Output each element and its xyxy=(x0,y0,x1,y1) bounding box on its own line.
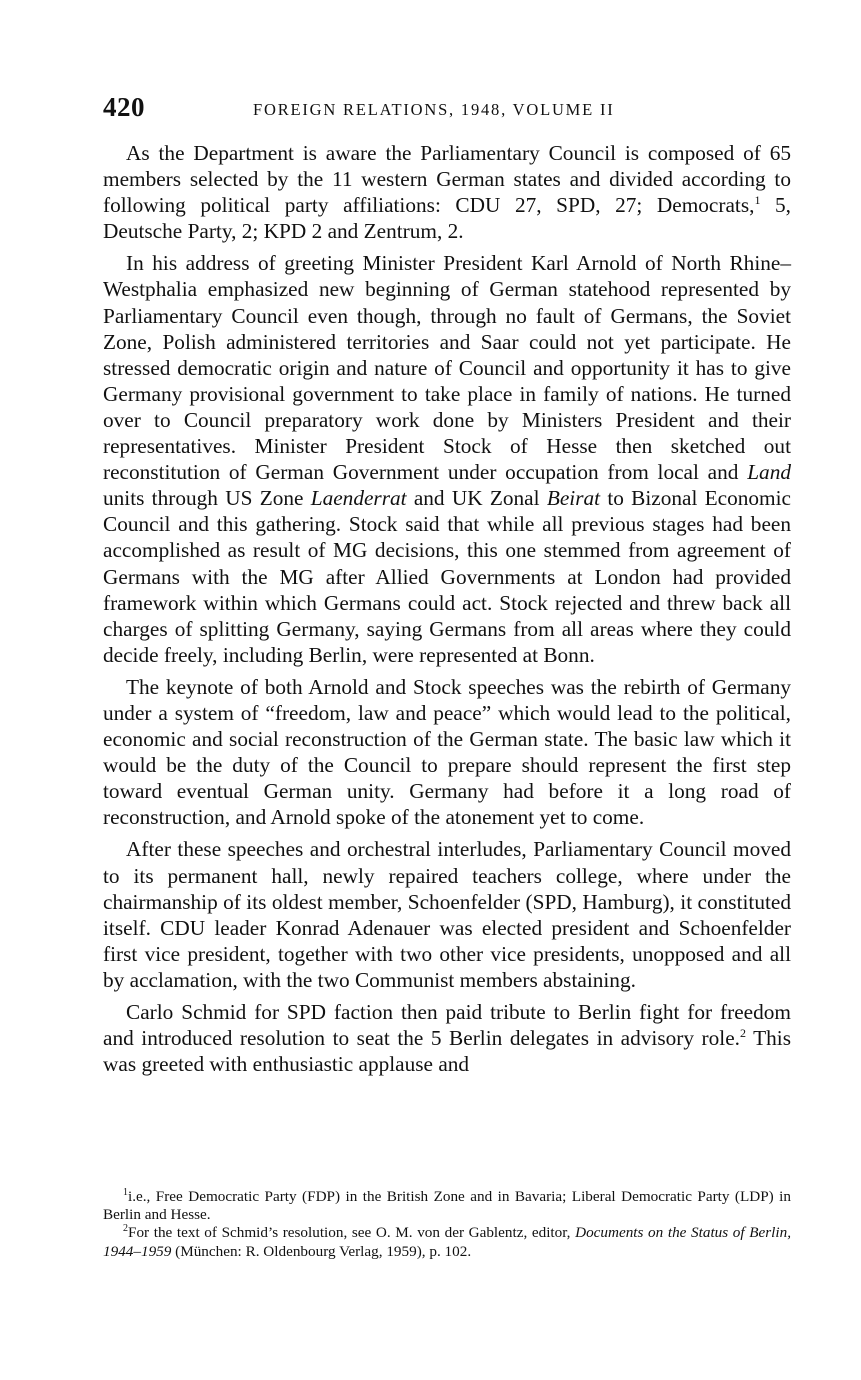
paragraph-3: The keynote of both Arnold and Stock speeches was the rebirth of Germany under a system of “freedom, law and peace” which would lead to the political, economic and social reconstruction of the German state. The basic law which it would be the duty of the Council to prepare should represent the first step toward eventual German unity. Germany had before it a long road of reconstruction, and Arnold spoke of the atonement yet to come. xyxy=(103,674,791,830)
footnote-ref-1: 1 xyxy=(754,193,761,208)
paragraph-4: After these speeches and orchestral interludes, Parliamentary Council moved to its permanent hall, newly repaired teachers college, where under the chairmanship of its oldest member, Schoenfelder (SPD, Hamburg), it constituted itself. CDU leader Konrad Adenauer was elected president and Schoenfelder first vice president, together with two other vice presidents, unopposed and all by acclamation, with the two Communist members abstaining. xyxy=(103,837,791,992)
paragraph-2: In his address of greeting Minister President Karl Arnold of North Rhine–Westphalia emphasized new beginning of German statehood represented by Parliamentary Council even though, through no fault of Germans, the Soviet Zone, Polish administered territories and Saar could not yet participate. He stressed democratic origin and nature of Council and opportunity it has to give Germany provisional government to take place in family of nations. He turned over to Council preparatory work done by Ministers President and their representatives. Minister President Stock of Hesse then sketched out reconstitution of German Government under occupation from local and Land units through US Zone Laenderrat and UK Zonal Beirat to Bizonal Economic Council and this gathering. Stock said that while all previous stages had been accomplished as result of MG decisions, this one stemmed from agreement of Germans with the MG after Allied Governments at London had provided framework within which Germans could act. Stock rejected and threw back all charges of splitting Germany, saying Germans from all areas where they could decide freely, including Berlin, were represented at Bonn. xyxy=(103,251,791,667)
page-header xyxy=(103,92,793,128)
term-laenderrat: Laenderrat xyxy=(310,486,407,511)
footnotes xyxy=(103,1188,791,1261)
footnote-marker: 1 xyxy=(123,1186,128,1198)
running-title: FOREIGN RELATIONS, 1948, VOLUME II xyxy=(253,100,615,119)
term-beirat: Beirat xyxy=(546,486,601,511)
footnote-marker: 2 xyxy=(123,1223,128,1235)
body-text xyxy=(103,140,791,1083)
cited-title: Documents on the Status of Berlin, 1944–1959 xyxy=(103,1224,791,1260)
page-number: 420 xyxy=(103,92,145,122)
footnote-ref-2: 2 xyxy=(739,1026,746,1040)
term-land: Land xyxy=(747,460,791,485)
paragraph-5: Carlo Schmid for SPD faction then paid tribute to Berlin fight for freedom and introduced resolution to seat the 5 Berlin delegates in advisory role.$^2$ This was greeted with enthusiastic applause and xyxy=(103,1000,791,1077)
paragraph-1: As the Department is aware the Parliamentary Council is composed of 65 members selected by the 11 western German states and divided according to following political party affiliations: CDU 27, SPD, 27; Democrats,$^1$ 5, Deutsche Party, 2; KPD 2 and Zentrum, 2. xyxy=(103,141,792,244)
footnote-1: $^1$i.e., Free Democratic Party (FDP) in the British Zone and in Bavaria; Liberal Democratic Party (LDP) in Berlin and Hesse. xyxy=(103,1186,791,1224)
footnote-2: $^2$For the text of Schmid’s resolution, see O. M. von der Gablentz, editor, Documents on the Status of Berlin, 1944–1959 (München: R. Oldenbourg Verlag, 1959), p. 102. xyxy=(103,1223,791,1260)
